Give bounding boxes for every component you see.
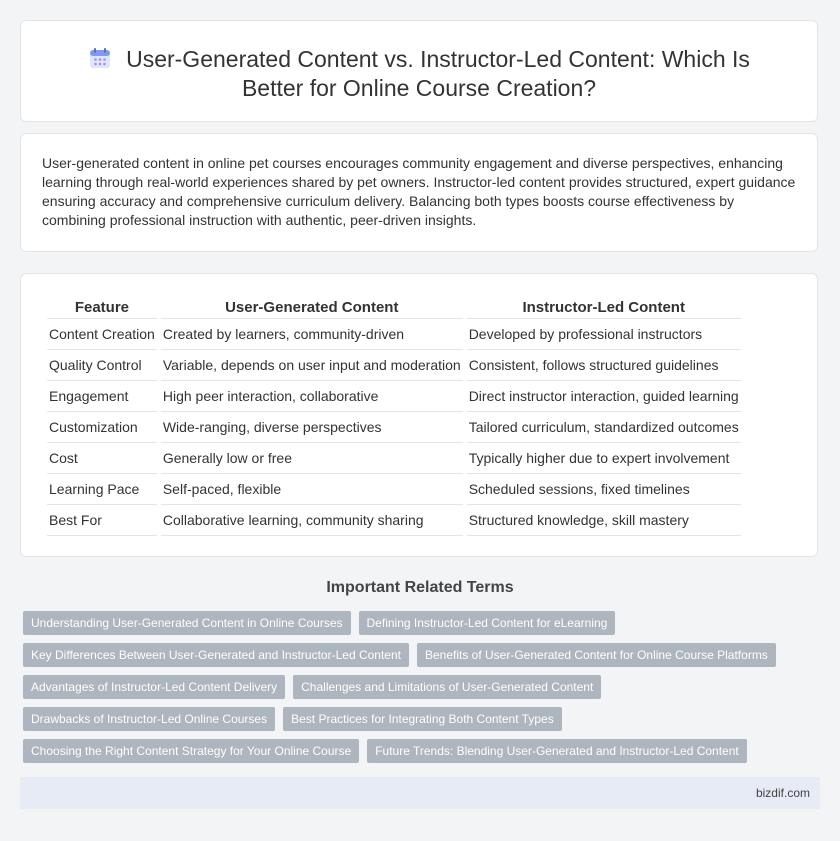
table-cell: Direct instructor interaction, guided learning xyxy=(467,381,741,412)
related-term-tag[interactable]: Key Differences Between User-Generated and Instructor-Led Content xyxy=(23,643,409,667)
tag-row xyxy=(23,643,776,667)
table-row xyxy=(47,381,741,412)
table-cell: Created by learners, community-driven xyxy=(161,319,463,350)
comparison-card xyxy=(20,273,818,557)
table-row xyxy=(47,474,741,505)
column-header: Instructor-Led Content xyxy=(467,296,741,319)
related-term-tag[interactable]: Challenges and Limitations of User-Generated Content xyxy=(293,675,601,699)
table-row xyxy=(47,350,741,381)
title-card xyxy=(20,20,818,122)
column-header: Feature xyxy=(47,296,157,319)
intro-card xyxy=(20,133,818,252)
table-row xyxy=(47,443,741,474)
table-cell: Content Creation xyxy=(47,319,157,350)
table-cell: Consistent, follows structured guidelines xyxy=(467,350,741,381)
related-term-tag[interactable]: Best Practices for Integrating Both Content Types xyxy=(283,707,562,731)
table-header-row xyxy=(47,296,741,319)
table-row xyxy=(47,412,741,443)
table-cell: Collaborative learning, community sharing xyxy=(161,505,463,536)
comparison-table xyxy=(43,296,745,536)
related-term-tag[interactable]: Future Trends: Blending User-Generated and Instructor-Led Content xyxy=(367,739,747,763)
related-term-tag[interactable]: Drawbacks of Instructor-Led Online Courses xyxy=(23,707,275,731)
table-cell: Best For xyxy=(47,505,157,536)
related-terms-heading: Important Related Terms xyxy=(326,579,514,596)
table-cell: Learning Pace xyxy=(47,474,157,505)
table-cell: Developed by professional instructors xyxy=(467,319,741,350)
page-title-text: User-Generated Content vs. Instructor-Led Content: Which Is Better for Online Course Creation? xyxy=(126,46,750,101)
table-row xyxy=(47,505,741,536)
tag-row xyxy=(23,611,615,635)
tag-row xyxy=(23,675,601,699)
tag-row xyxy=(23,707,562,731)
table-cell: Structured knowledge, skill mastery xyxy=(467,505,741,536)
table-cell: Wide-ranging, diverse perspectives xyxy=(161,412,463,443)
related-term-tag[interactable]: Choosing the Right Content Strategy for Your Online Course xyxy=(23,739,359,763)
table-row xyxy=(47,319,741,350)
table-cell: High peer interaction, collaborative xyxy=(161,381,463,412)
intro-paragraph: User-generated content in online pet courses encourages community engagement and diverse perspectives, enhancing learning through real-world experiences shared by pet owners. Instructor-led content provides structured, expert guidance ensuring accuracy and comprehensive curriculum delivery. Balancing both types boosts course effectiveness by combining professional instruction with authentic, peer-driven insights. xyxy=(42,155,796,228)
footer xyxy=(20,777,820,809)
related-term-tag[interactable]: Defining Instructor-Led Content for eLearning xyxy=(359,611,616,635)
table-cell: Variable, depends on user input and moderation xyxy=(161,350,463,381)
table-cell: Self-paced, flexible xyxy=(161,474,463,505)
table-cell: Quality Control xyxy=(47,350,157,381)
table-cell: Cost xyxy=(47,443,157,474)
page-title xyxy=(21,45,817,103)
table-cell: Engagement xyxy=(47,381,157,412)
related-term-tag[interactable]: Benefits of User-Generated Content for Online Course Platforms xyxy=(417,643,776,667)
table-cell: Scheduled sessions, fixed timelines xyxy=(467,474,741,505)
footer-brand-link[interactable]: bizdif.com xyxy=(755,786,810,800)
related-term-tag[interactable]: Advantages of Instructor-Led Content Delivery xyxy=(23,675,285,699)
related-term-tag[interactable]: Understanding User-Generated Content in Online Courses xyxy=(23,611,351,635)
table-cell: Tailored curriculum, standardized outcomes xyxy=(467,412,741,443)
calendar-icon xyxy=(88,46,112,70)
table-cell: Typically higher due to expert involvement xyxy=(467,443,741,474)
table-cell: Generally low or free xyxy=(161,443,463,474)
tag-row xyxy=(23,739,747,763)
table-cell: Customization xyxy=(47,412,157,443)
column-header: User-Generated Content xyxy=(161,296,463,319)
